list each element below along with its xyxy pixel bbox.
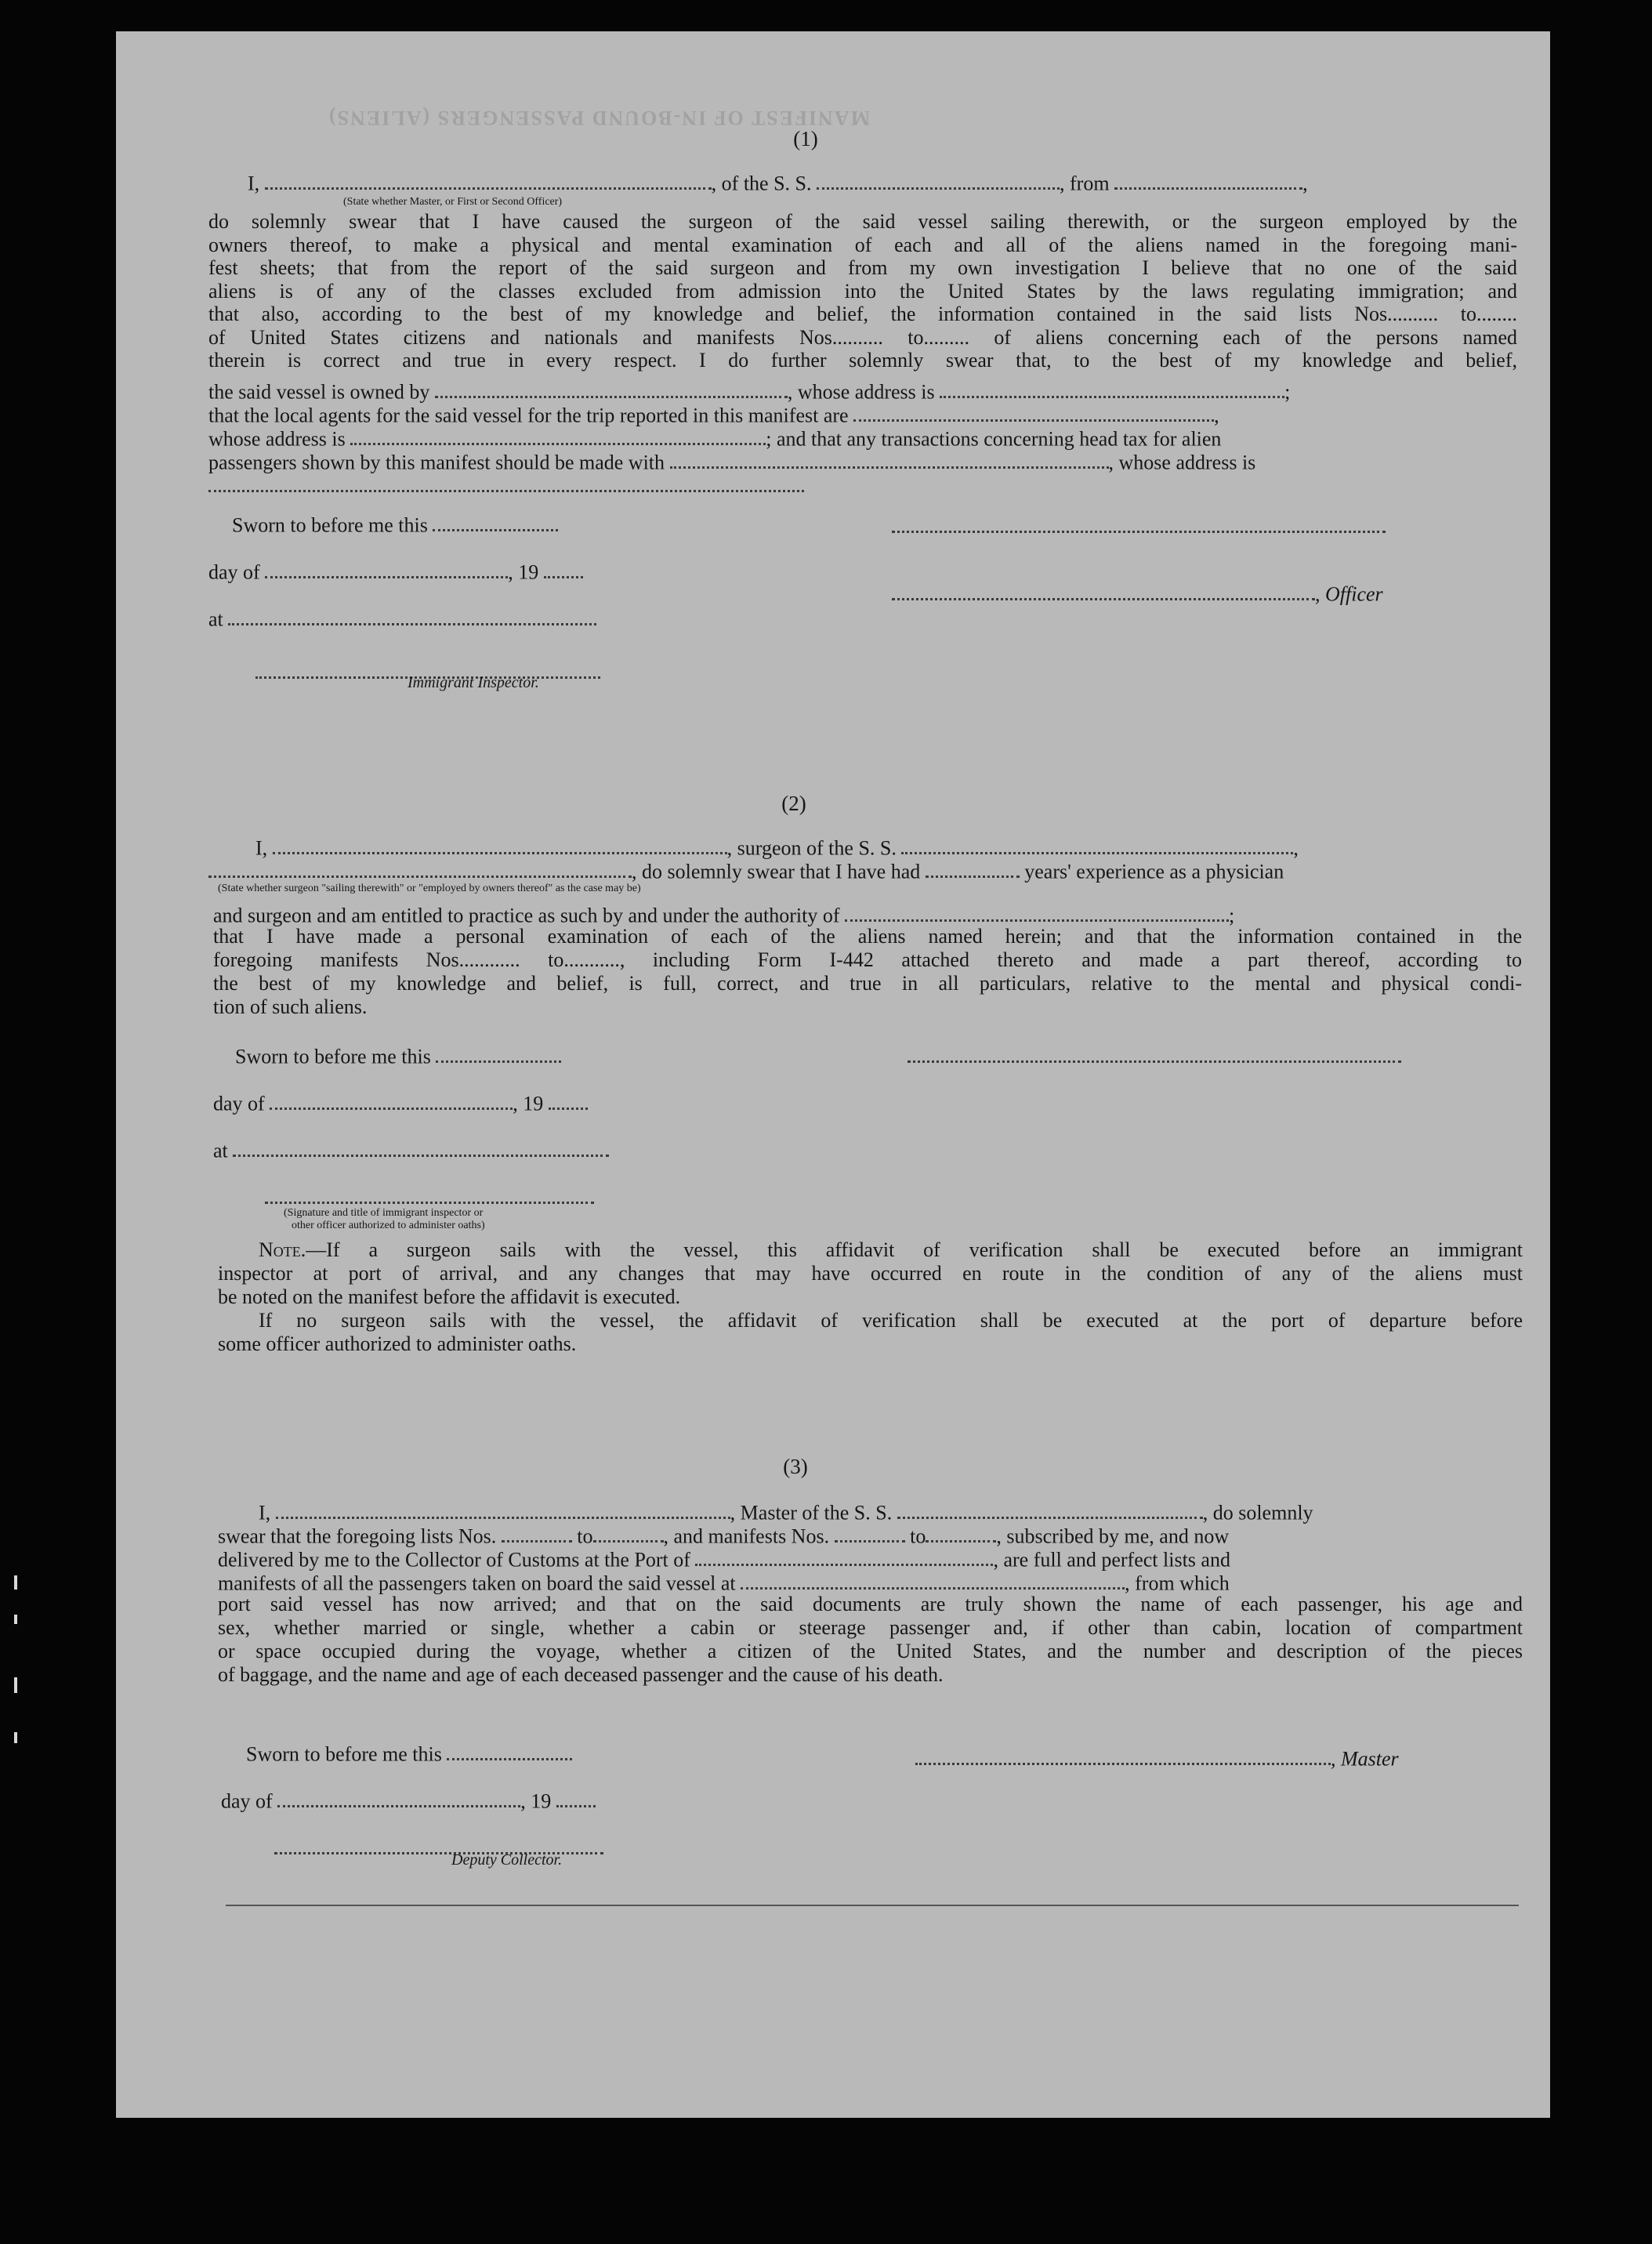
body-line: of baggage, and the name and age of each deceased passenger and the cause of his death. bbox=[218, 1663, 944, 1686]
section-2-number: (2) bbox=[781, 792, 806, 815]
section-1-number: (1) bbox=[793, 127, 818, 150]
section-3-line-4: manifests of all the passengers taken on board the said vessel at , from which bbox=[218, 1569, 1523, 1595]
year-field-2[interactable] bbox=[549, 1089, 588, 1110]
port-of-arrival-field[interactable] bbox=[695, 1546, 993, 1566]
section-3-line-3: delivered by me to the Collector of Customs at the Port of , are full and perfect lists and bbox=[218, 1546, 1523, 1572]
body-line: port said vessel has now arrived; and that on the said documents are truly shown the name of each passenger, his age and bbox=[218, 1593, 1523, 1615]
ship-name-field-3[interactable] bbox=[897, 1499, 1203, 1519]
departure-port-field[interactable] bbox=[1114, 169, 1302, 190]
body-line: of United States citizens and nationals and manifests Nos.......... to......... of aliens concerning each of the persons named bbox=[208, 325, 1517, 349]
immigrant-inspector-label: Immigrant Inspector. bbox=[408, 674, 539, 691]
surgeon-name-field[interactable] bbox=[273, 834, 727, 854]
note-line: inspector at port of arrival, and any changes that may have occurred en route in the condition of any of the aliens must bbox=[218, 1262, 1523, 1285]
body-line: therein is correct and true in every respect. I do further solemnly swear that, to the best of my knowledge and belief, bbox=[208, 349, 1517, 372]
authority-line: and surgeon and am entitled to practice as such by and under the authority of ; bbox=[213, 901, 1522, 927]
month-field-2[interactable] bbox=[270, 1089, 513, 1110]
bleed-through-title: MANIFEST OF IN-BOUND PASSENGERS (ALIENS) bbox=[328, 107, 871, 129]
film-edge-mark bbox=[14, 1615, 17, 1624]
sworn-day-field-3[interactable] bbox=[447, 1740, 572, 1760]
sworn-day-field-2[interactable] bbox=[436, 1042, 561, 1063]
section-2-sworn: Sworn to before me this bbox=[235, 1042, 561, 1068]
body-line: that I have made a personal examination of each of the aliens named herein; and that the information contained in the bbox=[213, 925, 1522, 948]
officer-line: , Officer bbox=[892, 580, 1383, 606]
body-line: do solemnly swear that I have caused the surgeon of the said vessel sailing therewith, or the surgeon employed by the bbox=[208, 210, 1517, 233]
film-edge-mark bbox=[14, 1732, 17, 1743]
body-line: tion of such aliens. bbox=[213, 995, 368, 1018]
officer-signature-field[interactable] bbox=[892, 580, 1315, 600]
embarkation-port-field[interactable] bbox=[741, 1569, 1125, 1590]
sig-caption-1: (Signature and title of immigrant inspector or bbox=[284, 1207, 484, 1219]
body-line: fest sheets; that from the report of the said surgeon and from my own investigation I believe that no one of the said bbox=[208, 256, 1517, 279]
master-name-field-3[interactable] bbox=[276, 1499, 730, 1519]
film-edge-mark bbox=[14, 1677, 17, 1693]
place-field[interactable] bbox=[228, 605, 596, 625]
owner-address-field[interactable] bbox=[940, 378, 1284, 398]
body-line: aliens is of any of the classes excluded from admission into the United States by the laws regulating immigration; and bbox=[208, 279, 1517, 303]
bottom-rule bbox=[226, 1905, 1519, 1906]
local-agents-line: that the local agents for the said vessel for the trip reported in this manifest are , bbox=[208, 401, 1517, 427]
agents-address-line: whose address is ; and that any transactions concerning head tax for alien bbox=[208, 425, 1517, 451]
section-3-number: (3) bbox=[783, 1455, 808, 1478]
section-1-sworn: Sworn to before me this bbox=[232, 511, 558, 537]
head-tax-line: passengers shown by this manifest should be made with , whose address is bbox=[208, 448, 1517, 474]
section-3-line-2: swear that the foregoing lists Nos. to , and manifests Nos. to , subscribed by me, and now bbox=[218, 1522, 1523, 1548]
body-line: foregoing manifests Nos............ to..........., including Form I-442 attached thereto and made a part thereof, according to bbox=[213, 948, 1522, 971]
place-field-2[interactable] bbox=[233, 1137, 609, 1157]
section-3-body bbox=[218, 1593, 1523, 1687]
owner-field[interactable] bbox=[435, 378, 788, 398]
manifests-to-field[interactable] bbox=[926, 1522, 996, 1543]
lists-from-field[interactable] bbox=[502, 1522, 572, 1543]
section-2-at: at bbox=[213, 1137, 609, 1162]
master-signature-field[interactable] bbox=[915, 1745, 1331, 1765]
section-2-body bbox=[213, 925, 1522, 1019]
ship-name-field[interactable] bbox=[817, 169, 1060, 190]
lists-to-field[interactable] bbox=[593, 1522, 664, 1543]
surgeon-status-field[interactable] bbox=[208, 857, 632, 878]
body-line: that also, according to the best of my knowledge and belief, the information contained in the said lists Nos.......... to........ bbox=[208, 303, 1517, 325]
section-2-day-of: day of , 19 bbox=[213, 1089, 588, 1115]
officer-blank-1[interactable] bbox=[892, 513, 1386, 533]
section-3-line-1: I, , Master of the S. S. , do solemnly bbox=[259, 1499, 1528, 1524]
sworn-day-field[interactable] bbox=[433, 511, 558, 531]
authority-field[interactable] bbox=[845, 901, 1229, 922]
section-3-day-of: day of , 19 bbox=[221, 1787, 596, 1813]
film-edge-mark bbox=[14, 1575, 17, 1590]
section-1-at: at bbox=[208, 605, 596, 631]
surgeon-signature-field[interactable] bbox=[908, 1042, 1401, 1063]
document-page bbox=[116, 31, 1550, 2118]
section-2-line-1: I, , surgeon of the S. S. , bbox=[255, 834, 1525, 860]
owned-by-line: the said vessel is owned by , whose address is ; bbox=[208, 378, 1517, 404]
note-line: If no surgeon sails with the vessel, the affidavit of verification shall be executed at the port of departure before bbox=[259, 1309, 1523, 1332]
note-line: Note.—If a surgeon sails with the vessel, this affidavit of verification shall be executed before an immigrant bbox=[259, 1238, 1523, 1261]
surgeon-ship-field[interactable] bbox=[901, 834, 1293, 854]
body-line: owners thereof, to make a physical and mental examination of each and all of the aliens named in the foregoing mani- bbox=[208, 233, 1517, 256]
month-field[interactable] bbox=[265, 558, 508, 578]
manifests-from-field[interactable] bbox=[835, 1522, 905, 1543]
local-agents-field[interactable] bbox=[853, 401, 1214, 422]
body-line: the best of my knowledge and belief, is full, correct, and true in all particulars, relative to the mental and physical condi- bbox=[213, 972, 1522, 995]
head-tax-address-field[interactable] bbox=[208, 472, 804, 492]
section-1-body bbox=[208, 210, 1517, 372]
master-name-field[interactable] bbox=[265, 169, 712, 190]
section-2-line-2: , do solemnly swear that I have had years' experience as a physician bbox=[208, 857, 1517, 883]
section-3-sworn: Sworn to before me this bbox=[246, 1740, 572, 1766]
section-1-caption: (State whether Master, or First or Second Officer) bbox=[343, 196, 563, 208]
body-line: or space occupied during the voyage, whether a citizen of the United States, and the number and description of the pieces bbox=[218, 1640, 1523, 1662]
head-tax-contact-field[interactable] bbox=[670, 448, 1109, 469]
section-1-line-1: I, , of the S. S. , from , bbox=[248, 169, 1517, 195]
master-signature-line: , Master bbox=[915, 1745, 1399, 1771]
note-block bbox=[218, 1238, 1523, 1356]
note-line: some officer authorized to administer oaths. bbox=[218, 1332, 577, 1355]
agents-address-field[interactable] bbox=[350, 425, 766, 445]
officer-signature-field-2[interactable] bbox=[265, 1184, 594, 1204]
years-experience-field[interactable] bbox=[926, 857, 1020, 878]
month-field-3[interactable] bbox=[277, 1787, 520, 1807]
body-line: sex, whether married or single, whether a cabin or steerage passenger and, if other than cabin, location of compartment bbox=[218, 1616, 1523, 1639]
deputy-collector-label: Deputy Collector. bbox=[451, 1851, 563, 1869]
year-field[interactable] bbox=[544, 558, 583, 578]
sig-caption-2: other officer authorized to administer oaths) bbox=[292, 1220, 485, 1231]
section-2-caption: (State whether surgeon "sailing therewith" or "employed by owners thereof" as the case may be) bbox=[218, 883, 641, 894]
note-line: be noted on the manifest before the affidavit is executed. bbox=[218, 1285, 681, 1308]
year-field-3[interactable] bbox=[556, 1787, 596, 1807]
section-1-day-of: day of , 19 bbox=[208, 558, 583, 584]
